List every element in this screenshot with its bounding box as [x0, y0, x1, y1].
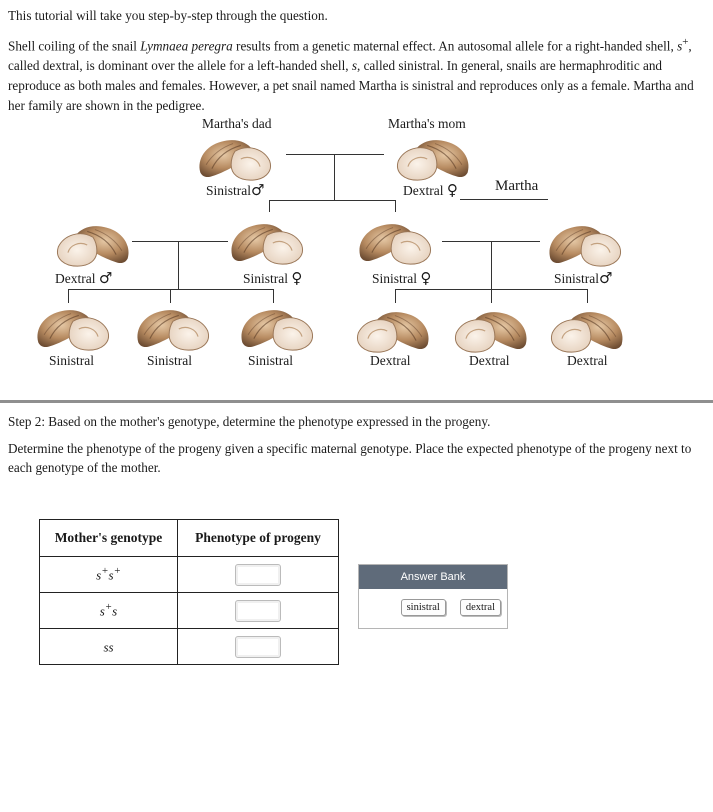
snail-shell-mom	[394, 132, 472, 184]
phenotype-drop-target[interactable]	[235, 636, 281, 658]
snail-shell-gen3-6	[548, 304, 626, 356]
answer-chip-dextral[interactable]: dextral	[460, 599, 501, 616]
dad-phenotype: Sinistral♂	[206, 181, 265, 199]
gen2-3-phenotype: Sinistral ♀	[372, 269, 432, 287]
answer-bank-items	[359, 589, 507, 616]
snail-shell-dad	[196, 132, 274, 184]
gen3-5-phenotype: Dextral	[469, 353, 510, 368]
female-symbol: ♀	[446, 181, 458, 199]
genotype-cell: ss	[40, 629, 178, 665]
snail-shell-gen3-5	[452, 304, 530, 356]
male-symbol: ♂	[599, 269, 613, 287]
step-section	[8, 412, 708, 485]
genotype-cell: s+s	[40, 593, 178, 629]
dad-label: Martha's dad	[202, 116, 272, 131]
snail-shell-gen2-4	[546, 218, 624, 270]
gen2-1-phenotype: Dextral ♂	[55, 269, 113, 287]
answer-bank	[358, 564, 508, 629]
section-divider	[0, 400, 713, 403]
snail-shell-gen2-3	[356, 216, 434, 268]
genotype-cell: s+s+	[40, 557, 178, 593]
problem-description: Shell coiling of the snail Lymnaea peregra results from a genetic maternal effect. An autosomal allele for a right-handed shell, s+, called dextral, is dominant over the allele for a left-handed shell, s, called sinistral. In general, snails are hermaphroditic and reproduce as both males and females. However, a pet snail named Martha is sinistral and reproduces only as a female. Martha and her family are shown in the pedigree.	[8, 36, 694, 114]
gen3-6-phenotype: Dextral	[567, 353, 608, 368]
gen2-4-phenotype: Sinistral♂	[554, 269, 613, 287]
mom-phenotype: Dextral ♀	[403, 181, 458, 199]
answer-chip-sinistral[interactable]: sinistral	[401, 599, 446, 616]
answer-bank-title: Answer Bank	[359, 565, 507, 589]
snail-shell-gen2-1	[54, 218, 132, 270]
intro-text	[8, 6, 706, 122]
snail-shell-gen3-3	[238, 302, 316, 354]
species-name: Lymnaea peregra	[140, 38, 233, 54]
snail-shell-gen3-1	[34, 302, 112, 354]
male-symbol: ♂	[251, 181, 265, 199]
martha-label: Martha	[495, 178, 539, 194]
table-row	[40, 593, 339, 629]
phenotype-drop-cell	[178, 593, 339, 629]
phenotype-drop-target[interactable]	[235, 564, 281, 586]
step-title: Step 2: Based on the mother's genotype, determine the phenotype expressed in the progeny.	[8, 414, 491, 429]
header-phenotype-of-progeny: Phenotype of progeny	[178, 520, 339, 557]
header-mothers-genotype: Mother's genotype	[40, 520, 178, 557]
gen2-2-phenotype: Sinistral ♀	[243, 269, 303, 287]
male-symbol: ♂	[98, 269, 113, 287]
genotype-table	[39, 519, 339, 665]
table-row	[40, 557, 339, 593]
gen3-2-phenotype: Sinistral	[147, 353, 193, 368]
female-symbol: ♀	[291, 269, 303, 287]
phenotype-drop-cell	[178, 629, 339, 665]
snail-shell-gen3-4	[354, 304, 432, 356]
phenotype-drop-target[interactable]	[235, 600, 281, 622]
snail-shell-gen2-2	[228, 216, 306, 268]
female-symbol: ♀	[420, 269, 432, 287]
gen3-1-phenotype: Sinistral	[49, 353, 95, 368]
mom-label: Martha's mom	[388, 116, 466, 131]
table-header-row	[40, 520, 339, 557]
phenotype-drop-cell	[178, 557, 339, 593]
gen3-3-phenotype: Sinistral	[248, 353, 294, 368]
gen3-4-phenotype: Dextral	[370, 353, 411, 368]
table-row	[40, 629, 339, 665]
intro-line: This tutorial will take you step-by-step through the question.	[8, 8, 328, 23]
snail-shell-gen3-2	[134, 302, 212, 354]
step-instruction: Determine the phenotype of the progeny given a specific maternal genotype. Place the expected phenotype of the progeny next to each genotype of the mother.	[8, 441, 692, 475]
